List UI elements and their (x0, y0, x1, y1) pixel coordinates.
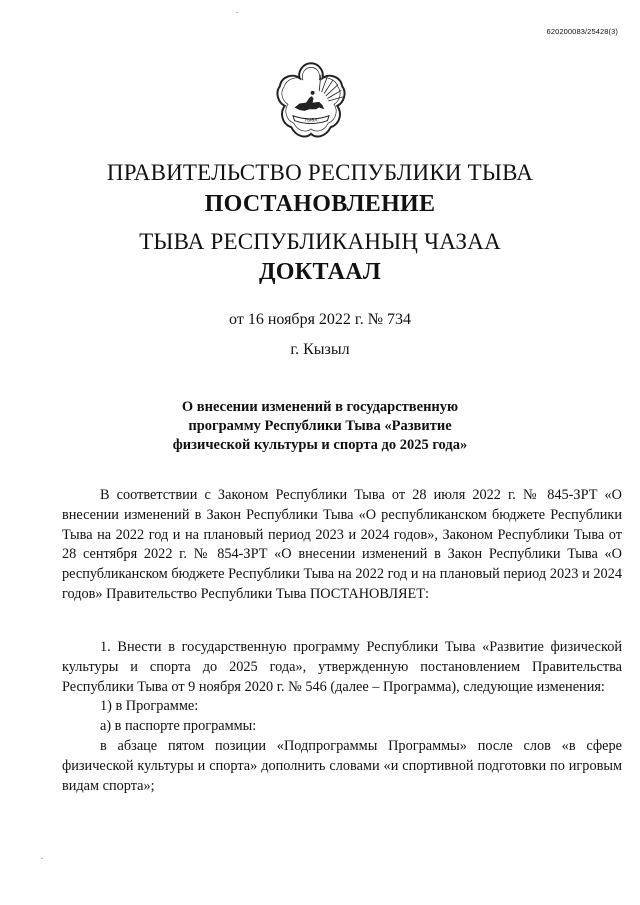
decree-body (62, 638, 622, 796)
paragraph: В соответствии с Законом Республики Тыва от 28 июля 2022 г. № 845-ЗРТ «О внесении изменений в Закон Республики Тыва «О республиканском бюджете Республики Тыва на 2022 год и на плановый период 2023 и 2024 годов», Законом Республики Тыва от 28 сентября 2022 г. № 854-ЗРТ «О внесении изменений в Закон Республики Тыва «О республиканском бюджете Республики Тыва на 2022 год и на плановый период 2023 и 2024 годов» Правительство Республики Тыва ПОСТАНОВЛЯЕТ: (62, 487, 622, 602)
paragraph: 1) в Программе: (100, 698, 199, 715)
subject-line: физической культуры и спорта до 2025 года» (172, 437, 468, 453)
government-title-tyvan: ТЫВА РЕСПУБЛИКАНЫҢ ЧАЗАА (139, 229, 501, 254)
scan-speck (236, 12, 238, 13)
subject-line: программу Республики Тыва «Развитие (188, 418, 452, 434)
decree-date-number: от 16 ноября 2022 г. № 734 (229, 311, 411, 328)
preamble-paragraph (62, 486, 622, 605)
decree-title-tyvan: ДОКТААЛ (258, 259, 382, 285)
decree-subject (150, 398, 490, 455)
decree-city: г. Кызыл (290, 341, 350, 358)
paragraph: 1. Внести в государственную программу Республики Тыва «Развитие физической культуры и спорта до 2025 года», утвержденную постановлением Правительства Республики Тыва от 9 ноября 2020 г. № 546 (далее – Программа), следующие изменения: (62, 639, 622, 695)
subject-line: О внесении изменений в государственную (181, 399, 459, 415)
scan-speck (41, 858, 43, 859)
emblem-lettering: ТЫВА (304, 118, 318, 124)
paragraph: в абзаце пятом позиции «Подпрограммы Программы» после слов «в сфере физической культуры и спорта» дополнить словами «и спортивной подготовки по игровым видам спорта»; (62, 737, 622, 794)
document-number: 620200083/25428(3) (546, 27, 618, 36)
decree-title: ПОСТАНОВЛЕНИЕ (204, 191, 436, 217)
government-title: ПРАВИТЕЛЬСТВО РЕСПУБЛИКИ ТЫВА (106, 160, 534, 185)
tuva-emblem-icon (270, 60, 352, 142)
paragraph: а) в паспорте программы: (100, 718, 257, 735)
